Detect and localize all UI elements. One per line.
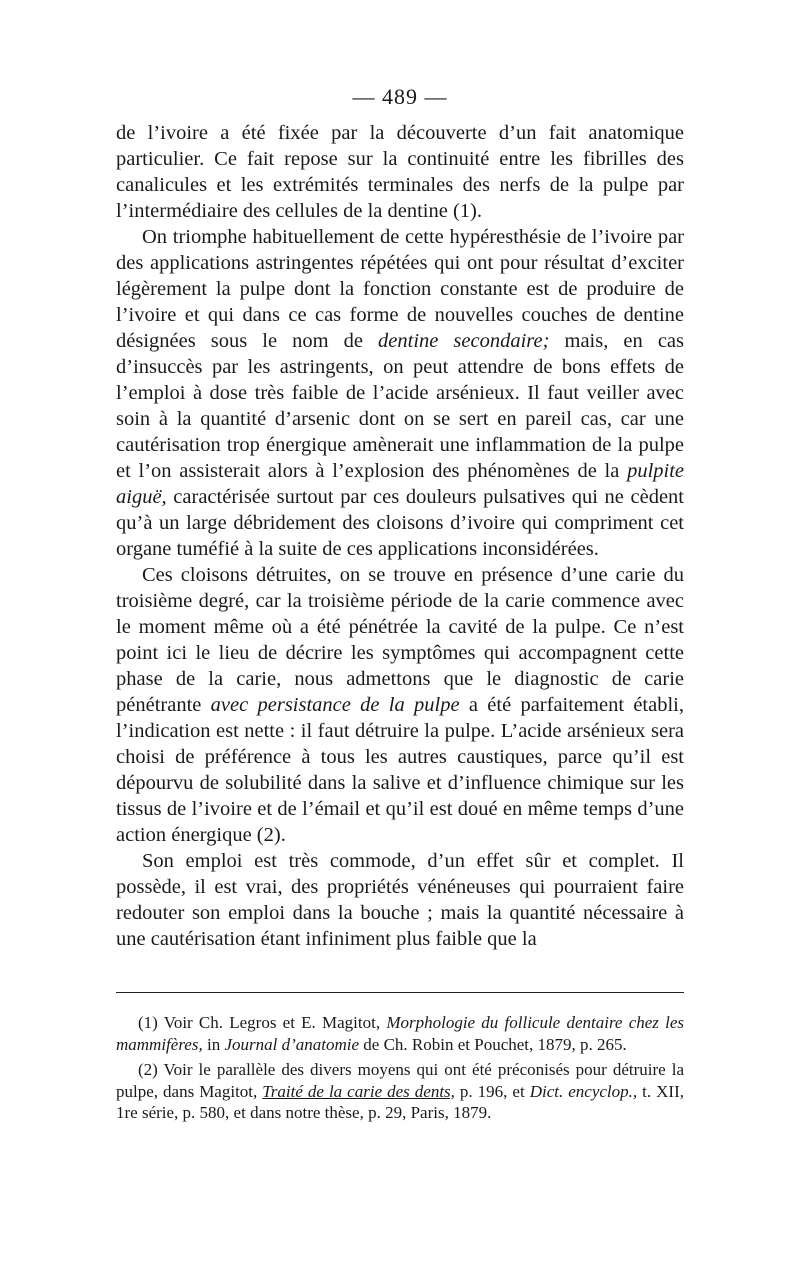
- italic-title: [262, 1082, 455, 1101]
- italic-term: pulpite aiguë,: [116, 460, 684, 508]
- footnote: [116, 1059, 684, 1124]
- italic-term: avec persistance de la pulpe: [210, 694, 460, 716]
- paragraph: [116, 562, 684, 848]
- paragraph-text: Ces cloisons détruites, on se trouve en présence d’une carie du troisième degré, car la troisième période de la carie commence avec le moment même où a été pénétrée la cavité de la pulpe. Ce n’est point ici le lieu de décrire les symptômes qui accompagnent cette phase de la carie, nous admettons que le diagnostic de carie pénétrante: [116, 564, 684, 716]
- footnote-divider: [116, 992, 684, 993]
- footnote-text: t. XII, 1re série, p. 580, et dans notre thèse, p. 29, Paris, 1879.: [116, 1081, 684, 1122]
- footnote-text: p. 196, et: [454, 1081, 530, 1101]
- paragraph: [116, 120, 684, 224]
- paragraph-text: Son emploi est très commode, d’un effet sûr et complet. Il possède, il est vrai, des propriétés vénéneuses qui pourraient faire redouter son emploi dans la bouche ; mais la quantité nécessaire à une cautérisation étant infiniment plus faible que la: [116, 850, 684, 950]
- paragraph-text: mais, en cas d’insuccès par les astringents, on peut attendre de bons effets de l’emploi à dose très faible de l’acide arsénieux. Il faut veiller avec soin à la quantité d’arsenic dont on se sert en pareil cas, car une cautérisation trop énergique amènerait une inflammation de la pulpe et l’on assisterait alors à l’explosion des phénomènes de la: [116, 330, 684, 482]
- paragraph: [116, 848, 684, 952]
- underlined-title: Traité de la carie des dents,: [262, 1081, 455, 1101]
- page-number: — 489 —: [352, 84, 448, 109]
- italic-title: Dict. encyclop.,: [529, 1081, 638, 1101]
- footnote-text: (1) Voir Ch. Legros et E. Magitot,: [138, 1013, 387, 1032]
- paragraph: [116, 224, 684, 562]
- italic-title: Morphologie du follicule dentaire chez les mammifères,: [116, 1013, 685, 1054]
- footnotes: [116, 1012, 684, 1128]
- footnote-text: in: [202, 1034, 225, 1054]
- italic-term: dentine secondaire;: [378, 330, 550, 352]
- paragraph-text: de l’ivoire a été fixée par la découverte d’un fait anatomique particulier. Ce fait repose sur la continuité entre les fibrilles des canalicules et les extrémités terminales des nerfs de la pulpe par l’intermédiaire des cellules de la dentine (1).: [116, 122, 684, 222]
- footnote-text: de Ch. Robin et Pouchet, 1879, p. 265.: [359, 1034, 627, 1054]
- footnote: [116, 1012, 684, 1055]
- italic-title: Journal d’anatomie: [224, 1034, 360, 1054]
- footnote-text: (2) Voir le parallèle des divers moyens qui ont été préconisés pour détruire la pulpe, dans Magitot,: [116, 1060, 684, 1101]
- paragraph-text: On triomphe habituellement de cette hypéresthésie de l’ivoire par des applications astringentes répétées qui ont pour résultat d’exciter légèrement la pulpe dont la fonction constante est de produire de l’ivoire et qui dans ce cas forme de nouvelles couches de dentine désignées sous le nom de: [116, 226, 684, 352]
- paragraph-text: a été parfaitement établi, l’indication est nette : il faut détruire la pulpe. L’acide arsénieux sera choisi de préférence à tous les autres caustiques, parce qu’il est dépourvu de solubilité dans la salive et d’influence chimique sur les tissus de l’ivoire et de l’émail et qu’il est doué en même temps d’une action énergique (2).: [116, 694, 684, 846]
- paragraph-text: caractérisée surtout par ces douleurs pulsatives qui ne cèdent qu’à un large débridement des cloisons d’ivoire qui compriment cet organe tuméfié à la suite de ces applications inconsidérées.: [116, 486, 684, 560]
- body-text: [116, 120, 684, 952]
